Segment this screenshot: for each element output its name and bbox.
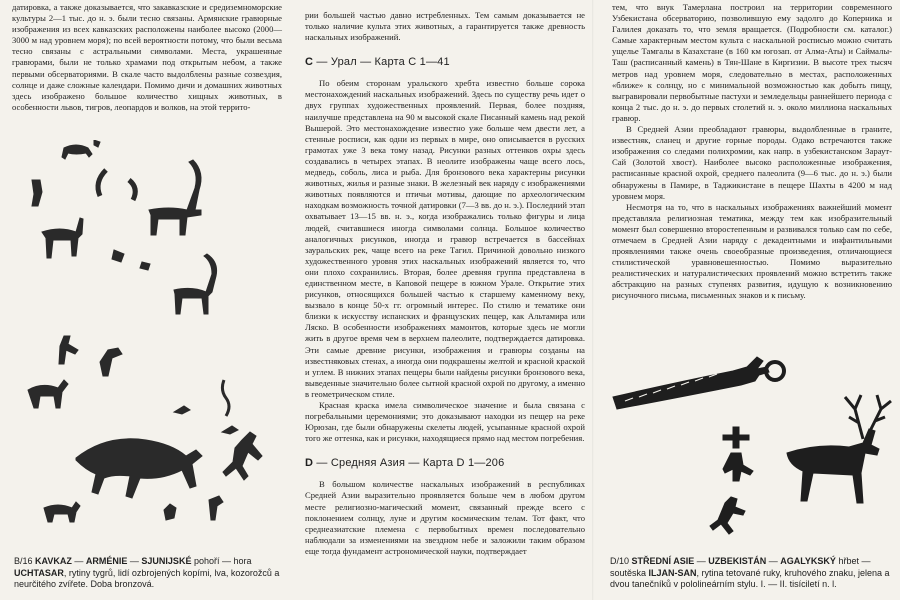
caption-sep: — bbox=[694, 556, 709, 566]
section-title: — Средняя Азия — Карта D 1—206 bbox=[316, 457, 505, 470]
line-glyph bbox=[222, 380, 229, 416]
caption-text: , rytina tetované ruky, kruhového znaku, jelena a dvou tanečníků v pololineárním stylu. I. — II. tisíciletí n. l. bbox=[610, 567, 890, 589]
petroglyph-figure-left bbox=[24, 140, 274, 545]
caption-country: UZBEKISTÁN bbox=[708, 556, 767, 566]
middle-column bbox=[305, 10, 585, 557]
mark-glyph bbox=[140, 262, 150, 270]
section-key: C bbox=[305, 56, 314, 69]
page-gutter bbox=[592, 0, 594, 600]
section-title: — Урал — Карта C 1—41 bbox=[316, 56, 450, 69]
bird-glyph bbox=[174, 406, 190, 414]
dancer-glyph bbox=[723, 427, 749, 448]
animal-glyph bbox=[62, 145, 92, 159]
hunter-glyph bbox=[59, 336, 78, 364]
antler-glyph bbox=[845, 395, 891, 439]
caption-number: D/10 bbox=[610, 556, 630, 566]
caption-country: ARMÉNIE bbox=[85, 556, 128, 566]
caption-place: UCHTASAR bbox=[14, 567, 64, 578]
section-heading-central-asia bbox=[305, 456, 585, 470]
figure-glyph bbox=[209, 496, 223, 520]
section-key: D bbox=[305, 457, 314, 470]
ibex-glyph bbox=[149, 160, 201, 235]
animal-glyph bbox=[28, 380, 68, 408]
body-paragraph: тем, что внук Тамерлана построил на территории современного Узбекистана обсерваторию, позволившую ему задолго до Коперника и Галилея доказать то, что земля вращается. (Подробности см. каталог.) Самые характерным местом культа с наскальной росписью можно считать ущелье Тамгалы в Казахстане (в 160 км югозап. от Алма-Аты) и Саймалы-Таш (расписанный камень) в Тян-Шане в Киргизии. В высоте трех тысяч метров над уровнем моря, следовательно в местах, расположенных «ближе» к солнцу, но с минимальной возможностью как добыть пищу, выгравировали первобытные пастухи и земледельцы раннейшего периода с конца 2 тыс. до н. э. до первых столетий н. э. около миллиона наскальных гравюр. bbox=[612, 2, 892, 123]
caption-number: B/16 bbox=[14, 556, 33, 566]
tiger-glyph bbox=[76, 439, 202, 498]
caption-sep: — bbox=[766, 556, 781, 566]
caption-sep: — bbox=[71, 556, 86, 566]
left-paragraph: датировка, а также доказывается, что закавказские и средиземноморские культуры 2—1 тыс. до н. э. были тесно связаны. Армянские гравюрные изображения из всех кавказских расположены наиболее высоко (2000—3000 м над уровнем моря); по всей вероятности потому, что были весьма тесно связаны с астральными символами. Места, украшенные гравюрами, были не только храмами под открытым небом, а также первыми обсерваториями. В скале часто выдолблены разные созвездия, солнце и даже сложные календари. Помимо дичи и домашних животных здесь изображено большое количество хищных животных, в особенности львов, тигров, леопардов и волков, на этой террито- bbox=[12, 2, 282, 112]
caption-text: pohoří — hora bbox=[191, 556, 252, 566]
caption-text: , rytiny tygrů, lidí ozbrojených kopími, lva, kozorožců a neurčitého zvířete. Doba bronzová. bbox=[14, 567, 280, 589]
caption-region: STŘEDNÍ ASIE bbox=[631, 556, 695, 566]
caption-right bbox=[610, 556, 895, 591]
caption-left bbox=[14, 556, 284, 591]
caption-sep: — bbox=[127, 556, 142, 566]
petroglyph-figure-right bbox=[605, 335, 895, 545]
body-paragraph: Несмотря на то, что в наскальных изображениях важнейший момент представляла религиозная тематика, между тем как изобразительный момент был совершенно второстепенным и развивался только сам по себе, отмечаем в Средней Азии наряду с декадентными и инфантильными проявлениями также очень своеобразные произведения, отличающиеся стилистической уравновешенностью. Помимо выразительно реалистических и натуралистических проявлений можно встретить также абстракцию на разных ступенях развития, идущую к возникновению рисуночного письма, письменных знаков и к письму. bbox=[612, 201, 892, 301]
curve-glyph bbox=[129, 180, 135, 200]
body-paragraph: По обеим сторонам уральского хребта известно больше сорока местонахождений наскальных изображений. Здесь по существу речь идет о двух группах художественных проявлений. Первая, более поздняя, наилучше представлена на 90 м высокой скале Писанный камень над рекой Вышерой. Это местонахождение известно уже больше чем двести лет, а стенные росписи, как одни из первых в мире, оно описывается в русских грамотах уже 3 века тому назад. Рисунки разных оттенков охры здесь создавались в четырех этапах. В неолите изображены чаще всего лось, медведь, соболь, лиса и рыба. Для бронзового века характерны рисунки животных, жилья и разные знаки. В железный век наряду с изображениями животных появляются и птичьи мотивы, дающие по археологическим находкам возможность точной датировки (7—3 вв. до н. э.). Последний этап охватывает 13—15 вв. н. э., когда изображались только фигуры и лица людей, считавшиеся иногда символами солнца. Большое количество аналогичных рисунков, иногда и гравюр встречается в бассейнах зауральских рек, чаще всего на реке Тагил. Причиной довольно низкого художественного уровня этих наскальных изображений является то, что они плохо сохранились. Вторая, более древняя группа представлена в единственном месте, в Каповой пещере в южном Урале. Открытие этих рисунков, относящихся большей частью к старшему каменному веку, вызвало в конце 50-х гг. огромный интерес. По стилю и тематике они близки к искусству испанских и французских пещер, как Альтамира или Ляско. В особенности изображениях мамонтов, которые здесь не могли жить в другое время чем в верхнем палеолите, подтверждается датировка. Эти самые древние рисунки, изображения и гравюры созданы на известняковых стенах, а иногда они подкрашены желтой и красной краской и углем. В нижних этапах пещеры были найдены рисунки бронзового века, выведенные значительно более сытной красной охрой по другому, а именно в геометрическом стиле. bbox=[305, 78, 585, 399]
caption-area: SJUNIJSKÉ bbox=[141, 556, 192, 566]
section-heading-ural bbox=[305, 55, 585, 69]
animal-glyph bbox=[94, 140, 100, 147]
curve-glyph bbox=[98, 170, 106, 196]
intro-paragraph: рии большей частью давно истребленных. Тем самым доказывается не только наличие культа этих животных, а гарантируется также древность наскальных изображений. bbox=[305, 10, 585, 43]
body-paragraph: В большом количестве наскальных изображений в республиках Средней Азии выразительно проявляется больше чем в любом другом месте религиозно-магический момент, связанный прежде всего с поклонением солнцу, луне и другим космическим телам. Тот факт, что среднеазиатские племена с первобытных времен последовательно наблюдали за изменениями на звездном небе и заложили таким образом еще тогда фундамент астрономической науки, подтверждает bbox=[305, 479, 585, 556]
goat-glyph bbox=[42, 218, 83, 258]
hunter-glyph bbox=[100, 348, 122, 376]
caption-area: AGALYKSKÝ bbox=[780, 556, 836, 566]
tattooed-hand-glyph bbox=[613, 357, 769, 409]
body-paragraph: Красная краска имела символическое значение и была связана с погребальными церемониями; это доказывают находки из пещер на реке Юрюзан, где были обнаружены скелеты людей, усыпанные красной охрой того же оттенка, как и рисунки, находящиеся прямо над местом погребения. bbox=[305, 400, 585, 444]
man-glyph bbox=[223, 432, 262, 480]
deer-glyph bbox=[787, 429, 879, 503]
mark-glyph bbox=[112, 250, 124, 262]
ibex-glyph bbox=[174, 254, 217, 314]
caption-text: hřbet — soutěska bbox=[610, 556, 871, 578]
dancer-glyph bbox=[710, 497, 745, 534]
body-paragraph: В Средней Азии преобладают гравюры, выдолбленные в граните, известняк, сланец и другие горные породы. Одако встречаются также изображения со следами полихромии, как напр. в узбекистанском Зараут-Сай (Золотой хвост). Наиболее высоко расположенные изображения, расписанные красной охрой, среднего палеолита (9—6 тыс. до н. э.) были обнаружены в Памире, в Таджикистане в пещере Шахты в 4200 м над уровнем моря. bbox=[612, 124, 892, 201]
figure-glyph bbox=[32, 180, 42, 206]
right-column bbox=[612, 2, 892, 302]
left-column bbox=[12, 2, 282, 113]
caption-region: KAVKAZ bbox=[35, 556, 72, 566]
animal-glyph bbox=[44, 502, 80, 522]
bird-glyph bbox=[222, 426, 238, 434]
caption-place: ILJAN-SAN bbox=[648, 567, 697, 578]
dancer-glyph bbox=[723, 453, 753, 481]
figure-glyph bbox=[164, 504, 176, 520]
